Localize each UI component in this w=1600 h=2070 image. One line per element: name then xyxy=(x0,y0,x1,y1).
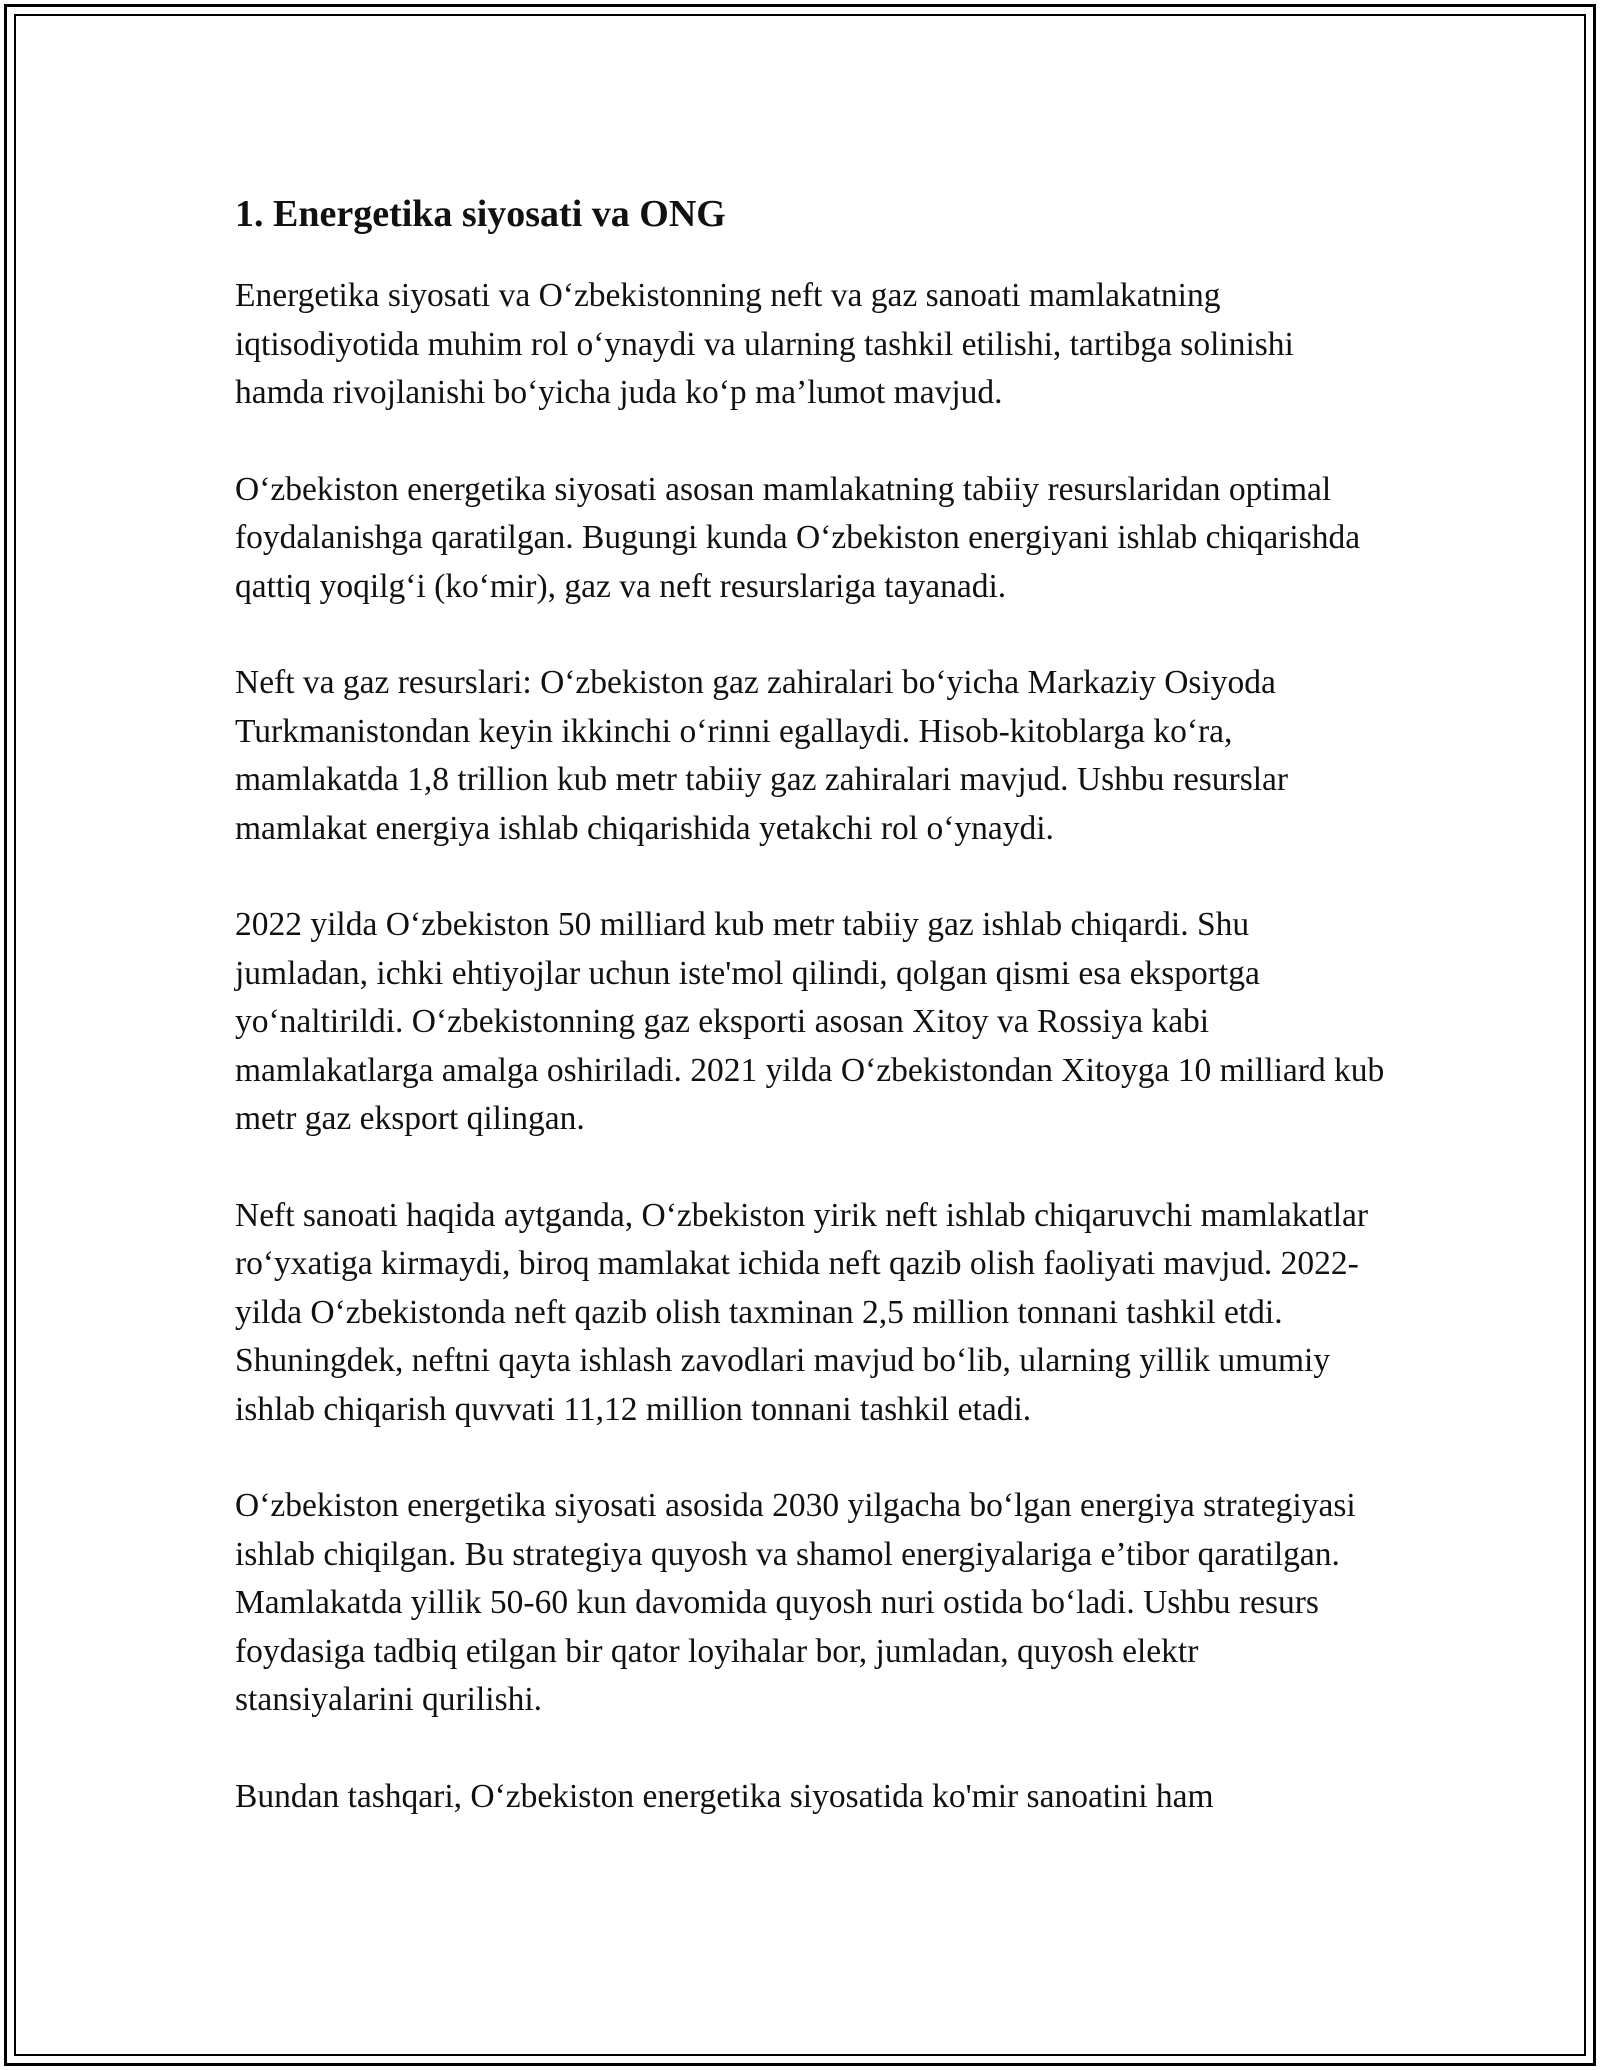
section-heading: 1. Energetika siyosati va ONG xyxy=(235,193,726,235)
paragraph-1: Energetika siyosati va O‘zbekistonning neft va gaz sanoati mamlakatning iqtisodiyotida muhim rol o‘ynaydi va ularning tashkil etilishi, tartibga solinishi hamda rivojlanishi bo‘yicha juda ko‘p ma’lumot mavjud. xyxy=(235,277,1294,411)
paragraph-6: O‘zbekiston energetika siyosati asosida 2030 yilgacha bo‘lgan energiya strategiyasi ishlab chiqilgan. Bu strategiya quyosh va shamol energiyalariga e’tibor qaratilgan. Mamlakatda yillik 50-60 kun davomida quyosh nuri ostida bo‘ladi. Ushbu resurs foydasiga tadbiq etilgan bir qator loyihalar bor, jumladan, quyosh elektr stansiyalarini qurilishi. xyxy=(235,1487,1356,1718)
paragraph-2: O‘zbekiston energetika siyosati asosan mamlakatning tabiiy resurslaridan optimal foydalanishga qaratilgan. Bugungi kunda O‘zbekiston energiyani ishlab chiqarishda qattiq yoqilg‘i (ko‘mir), gaz va neft resurslariga tayanadi. xyxy=(235,470,1361,605)
paragraph-7: Bundan tashqari, O‘zbekiston energetika siyosatida ko'mir sanoatini ham xyxy=(235,1777,1214,1815)
document-body xyxy=(235,186,1385,1869)
paragraph-4: 2022 yilda O‘zbekiston 50 milliard kub metr tabiiy gaz ishlab chiqardi. Shu jumladan, ichki ehtiyojlar uchun iste'mol qilindi, qolgan qismi esa eksportga yo‘naltirildi. O‘zbekistonning gaz eksporti asosan Xitoy va Rossiya kabi mamlakatlarga amalga oshiriladi. 2021 yilda O‘zbekistondan Xitoyga 10 milliard kub metr gaz eksport qilingan. xyxy=(235,906,1385,1137)
paragraph-3: Neft va gaz resurslari: O‘zbekiston gaz zahiralari bo‘yicha Markaziy Osiyoda Turkmanistondan keyin ikkinchi o‘rinni egallaydi. Hisob-kitoblarga ko‘ra, mamlakatda 1,8 trillion kub metr tabiiy gaz zahiralari mavjud. Ushbu resurslar mamlakat energiya ishlab chiqarishida yetakchi rol o‘ynaydi. xyxy=(235,664,1289,847)
paragraph-5: Neft sanoati haqida aytganda, O‘zbekiston yirik neft ishlab chiqaruvchi mamlakatlar ro‘yxatiga kirmaydi, biroq mamlakat ichida neft qazib olish faoliyati mavjud. 2022-yilda O‘zbekistonda neft qazib olish taxminan 2,5 million tonnani tashkil etdi. Shuningdek, neftni qayta ishlash zavodlari mavjud bo‘lib, ularning yillik umumiy ishlab chiqarish quvvati 11,12 million tonnani tashkil etadi. xyxy=(235,1196,1369,1428)
